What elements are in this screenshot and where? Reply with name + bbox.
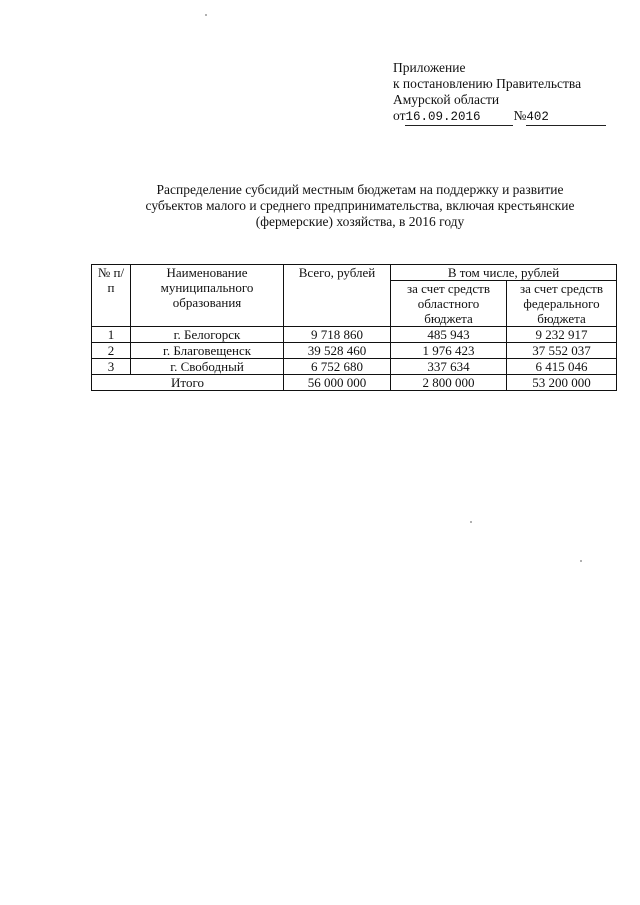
total-regional: 2 800 000 xyxy=(391,375,507,391)
table-row xyxy=(92,327,617,343)
scan-speck xyxy=(205,14,207,16)
document-title xyxy=(100,182,620,230)
header-num: № п/п xyxy=(92,265,131,327)
title-line-1: Распределение субсидий местным бюджетам на поддержку и развитие xyxy=(156,182,564,197)
cell-total: 9 718 860 xyxy=(284,327,391,343)
header-name: Наименование муниципального образования xyxy=(131,265,284,327)
cell-regional: 485 943 xyxy=(391,327,507,343)
decree-date-number xyxy=(393,108,606,126)
header-federal: за счет средств федерального бюджета xyxy=(507,281,617,327)
cell-federal: 37 552 037 xyxy=(507,343,617,359)
appendix-title: Приложение xyxy=(393,60,466,75)
cell-name: г. Благовещенск xyxy=(131,343,284,359)
appendix-block xyxy=(393,60,606,126)
cell-regional: 1 976 423 xyxy=(391,343,507,359)
table-row xyxy=(92,343,617,359)
table-total-row xyxy=(92,375,617,391)
total-label: Итого xyxy=(92,375,284,391)
cell-num: 3 xyxy=(92,359,131,375)
total-sum: 56 000 000 xyxy=(284,375,391,391)
appendix-region: Амурской области xyxy=(393,92,500,107)
cell-total: 6 752 680 xyxy=(284,359,391,375)
cell-num: 2 xyxy=(92,343,131,359)
cell-federal: 6 415 046 xyxy=(507,359,617,375)
table-header-row xyxy=(92,265,617,281)
header-total: Всего, рублей xyxy=(284,265,391,327)
scan-speck xyxy=(580,560,582,562)
header-including: В том числе, рублей xyxy=(391,265,617,281)
cell-regional: 337 634 xyxy=(391,359,507,375)
title-line-3: (фермерские) хозяйства, в 2016 году xyxy=(255,214,465,229)
from-label: от xyxy=(393,108,406,123)
table-row xyxy=(92,359,617,375)
decree-number: 402 xyxy=(526,110,549,124)
cell-name: г. Свободный xyxy=(131,359,284,375)
cell-federal: 9 232 917 xyxy=(507,327,617,343)
title-line-2: субъектов малого и среднего предпринимательства, включая крестьянские xyxy=(145,198,575,213)
appendix-decree: к постановлению Правительства xyxy=(393,76,582,91)
total-federal: 53 200 000 xyxy=(507,375,617,391)
cell-total: 39 528 460 xyxy=(284,343,391,359)
number-label: № xyxy=(513,108,527,123)
decree-date: 16.09.2016 xyxy=(405,110,481,124)
cell-num: 1 xyxy=(92,327,131,343)
subsidy-table xyxy=(91,264,617,391)
header-regional: за счет средств областного бюджета xyxy=(391,281,507,327)
cell-name: г. Белогорск xyxy=(131,327,284,343)
scan-speck xyxy=(470,521,472,523)
